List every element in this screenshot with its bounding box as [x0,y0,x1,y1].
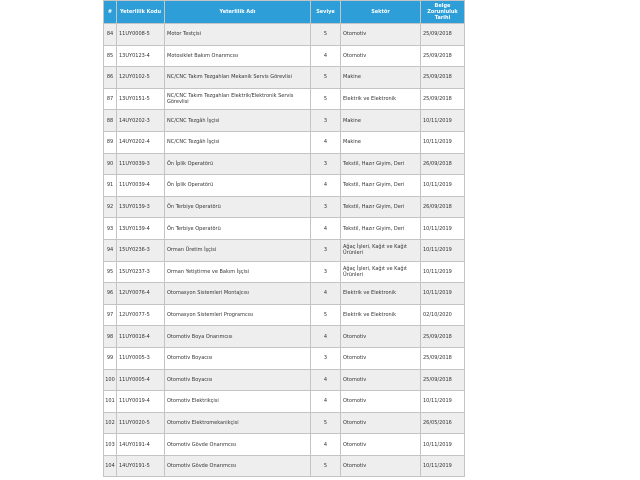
cell-name: Otomotiv Boya Onarımcısı [165,326,311,348]
cell-level: 3 [311,347,341,369]
cell-code: 11UY0039-4 [117,175,165,197]
cell-no: 96 [104,283,117,305]
cell-no: 90 [104,153,117,175]
cell-level: 4 [311,326,341,348]
cell-name: Otomotiv Elektrikçisi [165,391,311,413]
table-body [104,24,465,477]
cell-date: 26/05/2016 [421,412,465,434]
cell-level: 5 [311,67,341,89]
cell-code: 14UY0191-5 [117,455,165,477]
cell-code: 12UY0077-5 [117,304,165,326]
table-row [104,67,465,89]
cell-date: 10/11/2019 [421,283,465,305]
cell-name: NC/CNC Tezgâh İşçisi [165,110,311,132]
cell-date: 10/11/2019 [421,434,465,456]
cell-level: 5 [311,304,341,326]
cell-date: 26/09/2018 [421,196,465,218]
cell-no: 87 [104,88,117,110]
cell-no: 102 [104,412,117,434]
cell-code: 13UY0139-3 [117,196,165,218]
table-row [104,88,465,110]
cell-level: 5 [311,455,341,477]
qualifications-table-container [103,0,464,477]
cell-level: 4 [311,283,341,305]
cell-sector: Otomotiv [341,434,421,456]
cell-no: 84 [104,24,117,46]
cell-level: 5 [311,88,341,110]
cell-name: Otomotiv Boyacısı [165,369,311,391]
cell-date: 10/11/2019 [421,131,465,153]
cell-sector: Tekstil, Hazır Giyim, Deri [341,196,421,218]
cell-date: 10/11/2019 [421,391,465,413]
cell-name: Otomotiv Gövde Onarımcısı [165,455,311,477]
cell-code: 15UY0237-3 [117,261,165,283]
cell-level: 4 [311,218,341,240]
cell-code: 14UY0202-3 [117,110,165,132]
cell-no: 94 [104,239,117,261]
cell-code: 11UY0018-4 [117,326,165,348]
cell-level: 4 [311,131,341,153]
table-row [104,218,465,240]
cell-code: 14UY0191-4 [117,434,165,456]
cell-sector: Elektrik ve Elektronik [341,283,421,305]
table-row [104,131,465,153]
cell-level: 5 [311,24,341,46]
cell-sector: Otomotiv [341,24,421,46]
cell-no: 85 [104,45,117,67]
cell-name: Otomasyon Sistemleri Programcısı [165,304,311,326]
cell-sector: Makine [341,131,421,153]
table-row [104,347,465,369]
cell-no: 103 [104,434,117,456]
cell-sector: Otomotiv [341,391,421,413]
cell-name: Ön Terbiye Operatörü [165,196,311,218]
cell-code: 13UY0139-4 [117,218,165,240]
cell-level: 4 [311,175,341,197]
cell-code: 12UY0102-5 [117,67,165,89]
cell-date: 10/11/2019 [421,110,465,132]
cell-sector: Otomotiv [341,455,421,477]
cell-no: 95 [104,261,117,283]
cell-level: 3 [311,239,341,261]
cell-level: 3 [311,110,341,132]
cell-code: 11UY0039-3 [117,153,165,175]
cell-sector: Otomotiv [341,326,421,348]
cell-name: Otomasyon Sistemleri Montajcısı [165,283,311,305]
cell-level: 4 [311,45,341,67]
cell-sector: Ağaç İşleri, Kağıt ve Kağıt Ürünleri [341,261,421,283]
cell-sector: Elektrik ve Elektronik [341,88,421,110]
cell-code: 13UY0123-4 [117,45,165,67]
cell-date: 10/11/2019 [421,455,465,477]
cell-no: 97 [104,304,117,326]
cell-no: 98 [104,326,117,348]
cell-level: 3 [311,261,341,283]
cell-no: 101 [104,391,117,413]
cell-name: Ön İplik Operatörü [165,153,311,175]
cell-code: 15UY0236-3 [117,239,165,261]
header-name[interactable]: Yeterlilik Adı [165,1,311,24]
table-row [104,434,465,456]
cell-sector: Tekstil, Hazır Giyim, Deri [341,218,421,240]
cell-date: 25/09/2018 [421,45,465,67]
cell-name: NC/CNC Takım Tezgahları Mekanik Servis Görevlisi [165,67,311,89]
cell-name: NC/CNC Takım Tezgahları Elektrik/Elektronik Servis Görevlisi [165,88,311,110]
table-row [104,455,465,477]
table-row [104,24,465,46]
cell-name: Otomotiv Elektromekanikçisi [165,412,311,434]
cell-no: 91 [104,175,117,197]
table-row [104,304,465,326]
cell-name: Motor Testçisi [165,24,311,46]
cell-sector: Otomotiv [341,369,421,391]
cell-date: 02/10/2020 [421,304,465,326]
cell-date: 10/11/2019 [421,218,465,240]
cell-level: 3 [311,153,341,175]
cell-name: Orman Yetiştirme ve Bakım İşçisi [165,261,311,283]
cell-date: 25/09/2018 [421,24,465,46]
cell-sector: Tekstil, Hazır Giyim, Deri [341,153,421,175]
header-code[interactable]: Yeterlilik Kodu [117,1,165,24]
table-row [104,369,465,391]
cell-code: 11UY0005-3 [117,347,165,369]
table-row [104,110,465,132]
cell-code: 11UY0020-5 [117,412,165,434]
cell-code: 13UY0151-5 [117,88,165,110]
cell-sector: Elektrik ve Elektronik [341,304,421,326]
cell-sector: Tekstil, Hazır Giyim, Deri [341,175,421,197]
table-row [104,175,465,197]
table-row [104,239,465,261]
cell-name: Orman Üretim İşçisi [165,239,311,261]
cell-date: 10/11/2019 [421,239,465,261]
header-no[interactable]: # [104,1,117,24]
cell-no: 104 [104,455,117,477]
cell-date: 26/09/2018 [421,153,465,175]
cell-date: 10/11/2019 [421,175,465,197]
table-row [104,326,465,348]
cell-date: 25/09/2018 [421,67,465,89]
cell-name: Ön İplik Operatörü [165,175,311,197]
cell-level: 3 [311,196,341,218]
cell-level: 5 [311,412,341,434]
cell-date: 25/09/2018 [421,88,465,110]
cell-date: 25/09/2018 [421,347,465,369]
cell-date: 10/11/2019 [421,261,465,283]
table-row [104,153,465,175]
table-row [104,196,465,218]
cell-sector: Otomotiv [341,45,421,67]
cell-no: 89 [104,131,117,153]
cell-date: 25/09/2018 [421,369,465,391]
cell-name: Otomotiv Boyacısı [165,347,311,369]
table-row [104,391,465,413]
cell-no: 88 [104,110,117,132]
cell-no: 86 [104,67,117,89]
header-sector[interactable]: Sektör [341,1,421,24]
table-row [104,261,465,283]
cell-sector: Otomotiv [341,412,421,434]
table-row [104,412,465,434]
cell-no: 93 [104,218,117,240]
cell-no: 100 [104,369,117,391]
cell-name: Motosiklet Bakım Onarımcısı [165,45,311,67]
cell-code: 11UY0019-4 [117,391,165,413]
cell-name: Ön Terbiye Operatörü [165,218,311,240]
cell-level: 4 [311,369,341,391]
cell-code: 11UY0008-5 [117,24,165,46]
cell-level: 4 [311,434,341,456]
cell-sector: Otomotiv [341,347,421,369]
cell-name: Otomotiv Gövde Onarımcısı [165,434,311,456]
cell-code: 11UY0005-4 [117,369,165,391]
table-row [104,45,465,67]
cell-no: 92 [104,196,117,218]
cell-no: 99 [104,347,117,369]
cell-name: NC/CNC Tezgâh İşçisi [165,131,311,153]
cell-sector: Ağaç İşleri, Kağıt ve Kağıt Ürünleri [341,239,421,261]
header-date[interactable]: Belge Zorunluluk Tarihi [421,1,465,24]
cell-sector: Makine [341,67,421,89]
table-header-row [104,1,465,24]
table-row [104,283,465,305]
qualifications-table [103,0,465,477]
cell-code: 14UY0202-4 [117,131,165,153]
cell-level: 4 [311,391,341,413]
header-level[interactable]: Seviye [311,1,341,24]
cell-code: 12UY0076-4 [117,283,165,305]
cell-date: 25/09/2018 [421,326,465,348]
cell-sector: Makine [341,110,421,132]
